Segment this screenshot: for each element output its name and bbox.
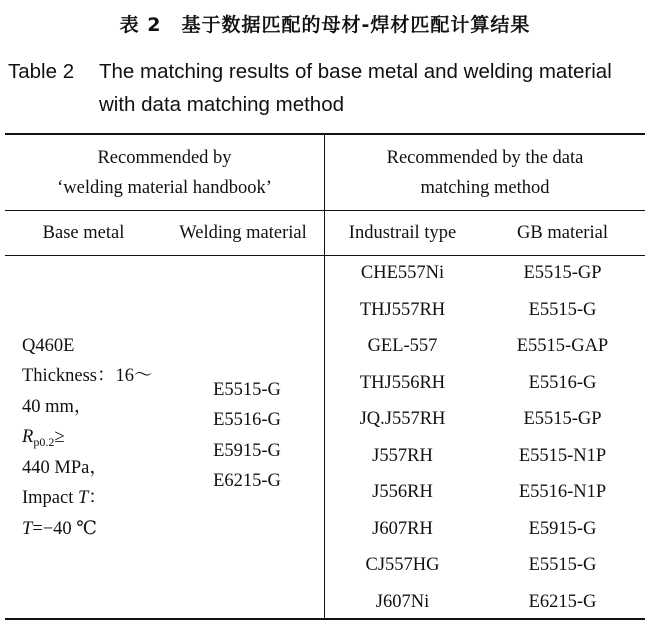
impact-colon: ： [88,488,107,509]
base-metal-yield-value: 440 MPa， [22,458,108,479]
gb-material-cell: E5515-G [528,299,597,320]
industrial-type-column [325,255,480,620]
industrial-type-cell: THJ557RH [359,299,446,320]
gb-material-cell: E5915-G [528,518,597,539]
caption-english [8,55,648,121]
column-header-base-metal: Base metal [42,223,125,243]
industrial-type-cell: CHE557Ni [360,263,445,283]
temperature-variable: T [22,518,33,539]
group-header-data-line-2: matching method [420,178,550,198]
base-metal-temperature [22,514,153,544]
handbook-welding-item: E5515-G [213,380,281,400]
column-header-welding-material: Welding material [179,223,307,243]
group-header-data-line-1: Recommended by the data [386,148,584,168]
gb-material-cell: E6215-G [528,591,597,612]
yield-operator: ≥ [54,426,65,447]
industrial-type-cell: CJ557HG [365,555,440,575]
gb-material-cell: E5515-GP [523,409,602,429]
industrial-type-cell: JQ.J557RH [359,409,446,429]
gb-material-cell: E5515-N1P [518,445,607,466]
impact-label: Impact [22,488,78,509]
caption-line-1: The matching results of base metal and welding material [99,60,612,83]
base-metal-yield-strength [22,422,153,453]
table-top-rule [5,133,645,135]
column-header-industrial-type: Industrail type [348,223,457,243]
group-header-handbook-line-1: Recommended by [97,148,232,168]
handbook-welding-item: E6215-G [213,470,281,491]
industrial-type-cell: GEL-557 [367,336,438,356]
group-header-handbook [5,143,324,203]
caption-line-2: with data matching method [99,93,344,116]
industrial-type-cell: J557RH [372,445,433,466]
industrial-type-cell: THJ556RH [359,372,446,393]
base-metal-cell [22,331,153,544]
handbook-welding-item: E5915-G [213,440,281,461]
impact-variable: T [78,488,89,509]
group-header-rule [5,210,645,211]
gb-material-cell: E5516-G [528,372,597,393]
gb-material-column [480,255,645,620]
gb-material-cell: E5515-G [528,555,597,575]
base-metal-thickness-range: 40 mm， [22,396,93,417]
gb-material-cell: E5516-N1P [518,482,607,502]
gb-material-cell: E5515-GP [523,263,602,283]
group-header-handbook-line-2: ‘welding material handbook’ [57,178,272,198]
industrial-type-cell: J556RH [372,482,433,502]
group-header-data-matching [325,143,645,203]
handbook-welding-cell [162,375,332,496]
column-header-gb-material: GB material [517,223,608,243]
base-metal-impact [22,483,153,513]
gb-material-cell: E5515-GAP [516,336,609,356]
temperature-value: =−40 ℃ [32,518,97,539]
handbook-welding-item: E5516-G [213,410,281,431]
yield-symbol: R [22,426,34,447]
yield-subscript: p0.2 [33,434,55,449]
table-number: Table 2 [8,60,75,83]
caption-chinese: 表 2 基于数据匹配的母材-焊材匹配计算结果 [119,14,531,36]
base-metal-grade: Q460E [22,336,75,356]
industrial-type-cell: J607Ni [375,591,430,612]
industrial-type-cell: J607RH [372,518,433,539]
base-metal-thickness-label: Thickness：16～ [22,366,153,387]
